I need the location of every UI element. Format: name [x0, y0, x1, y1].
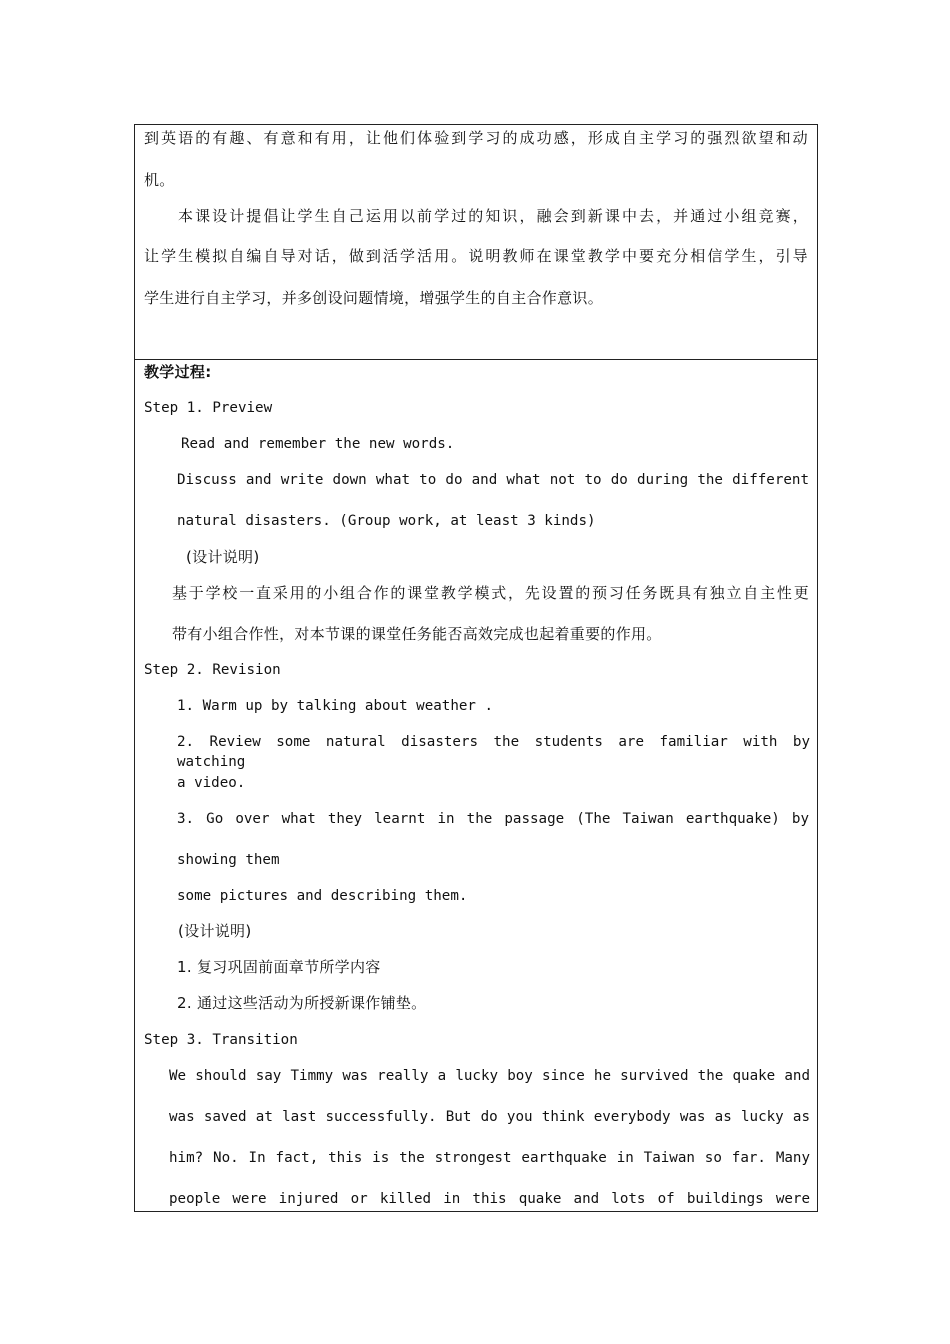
- reflection-line-1: 到英语的有趣、有意和有用，让他们体验到学习的成功感，形成自主学习的强烈欲望和动: [144, 129, 808, 147]
- step2-item3-line1: 3. Go over what they learnt in the passage (The Taiwan earthquake) by: [177, 811, 809, 827]
- step3-line1: We should say Timmy was really a lucky boy since he survived the quake and: [169, 1068, 810, 1084]
- reflection-line-5: 学生进行自主学习，并多创设问题情境，增强学生的自主合作意识。: [144, 289, 604, 307]
- step1-design-label: (设计说明): [186, 548, 260, 566]
- step3-title: Step 3. Transition: [144, 1032, 298, 1048]
- step1-item1: Read and remember the new words.: [181, 436, 455, 452]
- step2-item1: 1. Warm up by talking about weather .: [177, 698, 494, 714]
- step3-line4: people were injured or killed in this quake and lots of buildings were: [169, 1191, 810, 1207]
- step3-line3: him? No. In fact, this is the strongest earthquake in Taiwan so far. Many: [169, 1150, 810, 1166]
- step2-item2-line2: a video.: [177, 775, 246, 791]
- reflection-line-4: 让学生模拟自编自导对话，做到活学活用。说明教师在课堂教学中要充分相信学生，引导: [144, 247, 808, 265]
- step3-line2: was saved at last successfully. But do you think everybody was as lucky as: [169, 1109, 810, 1125]
- reflection-cell: [134, 124, 818, 360]
- step1-design-line1: 基于学校一直采用的小组合作的课堂教学模式，先设置的预习任务既具有独立自主性更: [172, 584, 809, 602]
- step2-design-item2: 2. 通过这些活动为所授新课作铺垫。: [177, 994, 427, 1012]
- step2-design-item1: 1. 复习巩固前面章节所学内容: [177, 958, 381, 976]
- step1-title: Step 1. Preview: [144, 400, 273, 416]
- process-heading: 教学过程:: [144, 363, 212, 381]
- reflection-line-3: 本课设计提倡让学生自己运用以前学过的知识，融会到新课中去，并通过小组竞赛，: [178, 207, 808, 225]
- step1-item2-line1: Discuss and write down what to do and what not to do during the different: [177, 472, 809, 488]
- step2-item3-line3: some pictures and describing them.: [177, 888, 468, 904]
- step2-item2-line1: 2. Review some natural disasters the students are familiar with by watching: [177, 734, 810, 770]
- step2-design-label: (设计说明): [178, 922, 252, 940]
- step1-item2-line2: natural disasters. (Group work, at least 3 kinds): [177, 513, 596, 529]
- step1-design-line2: 带有小组合作性，对本节课的课堂任务能否高效完成也起着重要的作用。: [172, 625, 662, 643]
- step2-item3-line2: showing them: [177, 852, 280, 868]
- step2-title: Step 2. Revision: [144, 662, 281, 678]
- reflection-line-2: 机。: [144, 171, 175, 189]
